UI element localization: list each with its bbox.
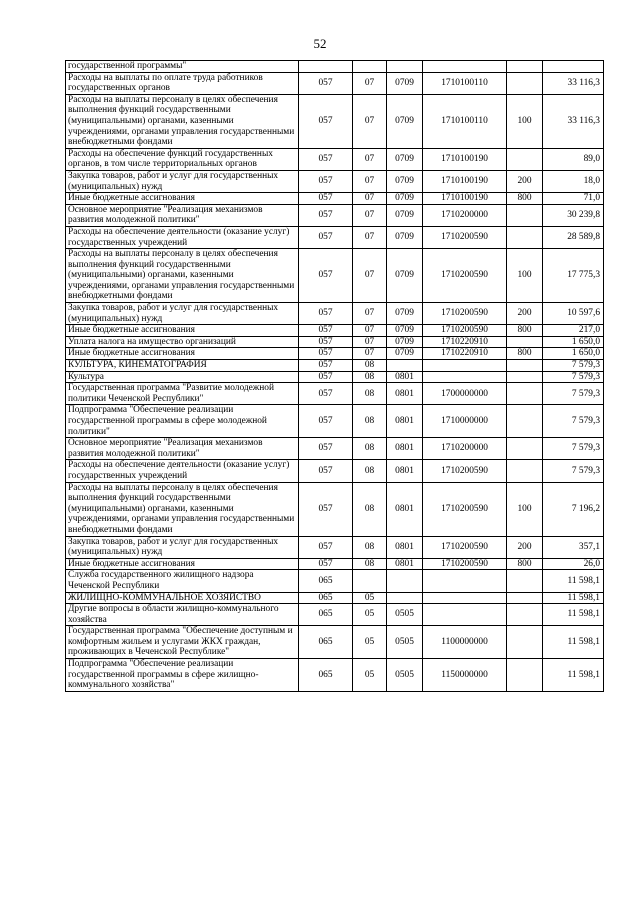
table-row bbox=[66, 348, 604, 360]
cell-expense-type-code: 800 bbox=[507, 325, 543, 337]
cell-target-article-code bbox=[423, 604, 507, 626]
cell-item-name: Другие вопросы в области жилищно-коммунального хозяйства bbox=[66, 604, 299, 626]
cell-target-article-code: 1710200000 bbox=[423, 204, 507, 226]
cell-item-name: Расходы на обеспечение функций государственных органов, в том числе территориальных органов bbox=[66, 148, 299, 170]
cell-target-article-code: 1710200000 bbox=[423, 438, 507, 460]
cell-subsection-code: 0709 bbox=[387, 148, 423, 170]
cell-subsection-code: 0801 bbox=[387, 536, 423, 558]
cell-section-code bbox=[353, 570, 387, 592]
cell-section-code: 08 bbox=[353, 536, 387, 558]
cell-section-code: 07 bbox=[353, 226, 387, 248]
cell-section-code: 08 bbox=[353, 383, 387, 405]
cell-department-code: 057 bbox=[299, 536, 353, 558]
cell-amount: 7 579,3 bbox=[543, 438, 604, 460]
cell-expense-type-code bbox=[507, 383, 543, 405]
cell-target-article-code: 1710100190 bbox=[423, 148, 507, 170]
cell-subsection-code: 0709 bbox=[387, 94, 423, 148]
cell-item-name: Государственная программа "Обеспечение доступным и комфортным жильем и услугами ЖКХ граждан, проживающих в Чеченской Республике" bbox=[66, 626, 299, 659]
cell-department-code: 065 bbox=[299, 659, 353, 692]
cell-item-name: Расходы на выплаты персоналу в целях обеспечения выполнения функций государственными (муниципальными) органами, казенными учреждениями, органами управления государственными внебюджетными фондами bbox=[66, 482, 299, 536]
table-row bbox=[66, 371, 604, 383]
cell-target-article-code: 1710100110 bbox=[423, 72, 507, 94]
cell-target-article-code: 1710200590 bbox=[423, 482, 507, 536]
cell-department-code: 057 bbox=[299, 371, 353, 383]
cell-department-code: 057 bbox=[299, 482, 353, 536]
cell-item-name: Основное мероприятие "Реализация механизмов развития молодежной политики" bbox=[66, 204, 299, 226]
cell-subsection-code: 0801 bbox=[387, 383, 423, 405]
table-row bbox=[66, 249, 604, 303]
cell-target-article-code bbox=[423, 371, 507, 383]
cell-subsection-code: 0801 bbox=[387, 482, 423, 536]
cell-item-name: Иные бюджетные ассигнования bbox=[66, 348, 299, 360]
cell-section-code: 07 bbox=[353, 193, 387, 205]
cell-target-article-code: 1710200590 bbox=[423, 460, 507, 482]
cell-expense-type-code bbox=[507, 570, 543, 592]
cell-amount bbox=[543, 61, 604, 73]
cell-department-code: 057 bbox=[299, 303, 353, 325]
cell-expense-type-code bbox=[507, 148, 543, 170]
cell-subsection-code: 0709 bbox=[387, 348, 423, 360]
cell-expense-type-code bbox=[507, 626, 543, 659]
cell-section-code: 05 bbox=[353, 626, 387, 659]
cell-section-code bbox=[353, 61, 387, 73]
cell-item-name: Подпрограмма "Обеспечение реализации государственной программы в сфере молодежной политики" bbox=[66, 405, 299, 438]
cell-department-code: 065 bbox=[299, 570, 353, 592]
cell-item-name: государственной программы" bbox=[66, 61, 299, 73]
cell-item-name: ЖИЛИЩНО-КОММУНАЛЬНОЕ ХОЗЯЙСТВО bbox=[66, 592, 299, 604]
cell-expense-type-code bbox=[507, 336, 543, 348]
table-row bbox=[66, 438, 604, 460]
cell-section-code: 07 bbox=[353, 170, 387, 192]
table-row bbox=[66, 558, 604, 570]
cell-item-name: Государственная программа "Развитие молодежной политики Чеченской Республики" bbox=[66, 383, 299, 405]
cell-amount: 26,0 bbox=[543, 558, 604, 570]
cell-department-code: 057 bbox=[299, 204, 353, 226]
cell-section-code: 05 bbox=[353, 659, 387, 692]
table-row bbox=[66, 626, 604, 659]
cell-section-code: 07 bbox=[353, 72, 387, 94]
cell-target-article-code: 1710200590 bbox=[423, 226, 507, 248]
cell-subsection-code: 0709 bbox=[387, 336, 423, 348]
cell-department-code: 065 bbox=[299, 626, 353, 659]
cell-amount: 11 598,1 bbox=[543, 592, 604, 604]
cell-department-code: 057 bbox=[299, 360, 353, 372]
cell-expense-type-code bbox=[507, 592, 543, 604]
cell-target-article-code bbox=[423, 360, 507, 372]
budget-table-body bbox=[66, 61, 604, 692]
cell-amount: 71,0 bbox=[543, 193, 604, 205]
cell-item-name: Иные бюджетные ассигнования bbox=[66, 325, 299, 337]
cell-amount: 30 239,8 bbox=[543, 204, 604, 226]
cell-section-code: 08 bbox=[353, 482, 387, 536]
cell-department-code: 065 bbox=[299, 592, 353, 604]
cell-amount: 89,0 bbox=[543, 148, 604, 170]
table-row bbox=[66, 405, 604, 438]
cell-expense-type-code bbox=[507, 604, 543, 626]
table-row bbox=[66, 604, 604, 626]
cell-expense-type-code: 800 bbox=[507, 348, 543, 360]
cell-item-name: Расходы на обеспечение деятельности (оказание услуг) государственных учреждений bbox=[66, 460, 299, 482]
cell-section-code: 05 bbox=[353, 592, 387, 604]
cell-section-code: 05 bbox=[353, 604, 387, 626]
cell-item-name: Культура bbox=[66, 371, 299, 383]
cell-amount: 10 597,6 bbox=[543, 303, 604, 325]
cell-department-code: 057 bbox=[299, 94, 353, 148]
cell-subsection-code: 0709 bbox=[387, 193, 423, 205]
cell-amount: 7 579,3 bbox=[543, 360, 604, 372]
cell-target-article-code: 1710100190 bbox=[423, 170, 507, 192]
cell-expense-type-code bbox=[507, 438, 543, 460]
cell-section-code: 08 bbox=[353, 371, 387, 383]
cell-expense-type-code: 100 bbox=[507, 249, 543, 303]
table-row bbox=[66, 460, 604, 482]
cell-department-code: 057 bbox=[299, 348, 353, 360]
cell-amount: 11 598,1 bbox=[543, 604, 604, 626]
cell-subsection-code bbox=[387, 61, 423, 73]
cell-amount: 7 579,3 bbox=[543, 371, 604, 383]
table-row bbox=[66, 193, 604, 205]
cell-amount: 357,1 bbox=[543, 536, 604, 558]
cell-expense-type-code: 800 bbox=[507, 558, 543, 570]
cell-item-name: КУЛЬТУРА, КИНЕМАТОГРАФИЯ bbox=[66, 360, 299, 372]
cell-section-code: 08 bbox=[353, 360, 387, 372]
cell-department-code: 057 bbox=[299, 170, 353, 192]
cell-section-code: 07 bbox=[353, 148, 387, 170]
cell-department-code: 057 bbox=[299, 325, 353, 337]
table-row bbox=[66, 659, 604, 692]
table-row bbox=[66, 592, 604, 604]
cell-target-article-code: 1710100110 bbox=[423, 94, 507, 148]
table-row bbox=[66, 360, 604, 372]
cell-section-code: 07 bbox=[353, 303, 387, 325]
cell-amount: 28 589,8 bbox=[543, 226, 604, 248]
table-row bbox=[66, 61, 604, 73]
cell-target-article-code: 1710200590 bbox=[423, 536, 507, 558]
cell-subsection-code: 0709 bbox=[387, 303, 423, 325]
cell-amount: 7 579,3 bbox=[543, 460, 604, 482]
table-row bbox=[66, 325, 604, 337]
cell-section-code: 07 bbox=[353, 204, 387, 226]
cell-amount: 217,0 bbox=[543, 325, 604, 337]
cell-department-code: 057 bbox=[299, 193, 353, 205]
cell-amount: 17 775,3 bbox=[543, 249, 604, 303]
cell-target-article-code: 1710200590 bbox=[423, 558, 507, 570]
cell-expense-type-code bbox=[507, 61, 543, 73]
cell-item-name: Расходы на выплаты персоналу в целях обеспечения выполнения функций государственными (муниципальными) органами, казенными учреждениями, органами управления государственными внебюджетными фондами bbox=[66, 249, 299, 303]
cell-expense-type-code: 200 bbox=[507, 303, 543, 325]
cell-department-code: 057 bbox=[299, 438, 353, 460]
cell-expense-type-code bbox=[507, 204, 543, 226]
cell-expense-type-code: 200 bbox=[507, 170, 543, 192]
cell-department-code: 057 bbox=[299, 226, 353, 248]
cell-section-code: 07 bbox=[353, 325, 387, 337]
cell-subsection-code: 0709 bbox=[387, 249, 423, 303]
cell-amount: 11 598,1 bbox=[543, 626, 604, 659]
table-row bbox=[66, 383, 604, 405]
cell-subsection-code: 0801 bbox=[387, 371, 423, 383]
cell-section-code: 08 bbox=[353, 438, 387, 460]
cell-target-article-code: 1700000000 bbox=[423, 383, 507, 405]
cell-section-code: 08 bbox=[353, 558, 387, 570]
cell-subsection-code: 0709 bbox=[387, 72, 423, 94]
cell-subsection-code bbox=[387, 570, 423, 592]
cell-department-code: 057 bbox=[299, 249, 353, 303]
cell-target-article-code bbox=[423, 570, 507, 592]
cell-section-code: 07 bbox=[353, 249, 387, 303]
cell-target-article-code: 1100000000 bbox=[423, 626, 507, 659]
cell-expense-type-code: 100 bbox=[507, 482, 543, 536]
table-row bbox=[66, 148, 604, 170]
cell-subsection-code: 0505 bbox=[387, 604, 423, 626]
cell-expense-type-code bbox=[507, 371, 543, 383]
cell-section-code: 07 bbox=[353, 94, 387, 148]
cell-department-code: 057 bbox=[299, 383, 353, 405]
cell-subsection-code: 0801 bbox=[387, 438, 423, 460]
cell-subsection-code bbox=[387, 592, 423, 604]
cell-department-code: 057 bbox=[299, 558, 353, 570]
table-row bbox=[66, 72, 604, 94]
table-row bbox=[66, 303, 604, 325]
cell-section-code: 07 bbox=[353, 348, 387, 360]
table-row bbox=[66, 170, 604, 192]
cell-amount: 1 650,0 bbox=[543, 348, 604, 360]
cell-item-name: Подпрограмма "Обеспечение реализации государственной программы в сфере жилищно-коммунального хозяйства" bbox=[66, 659, 299, 692]
cell-subsection-code bbox=[387, 360, 423, 372]
cell-expense-type-code bbox=[507, 659, 543, 692]
cell-section-code: 08 bbox=[353, 460, 387, 482]
cell-item-name: Расходы на обеспечение деятельности (оказание услуг) государственных учреждений bbox=[66, 226, 299, 248]
cell-subsection-code: 0801 bbox=[387, 558, 423, 570]
cell-department-code: 057 bbox=[299, 336, 353, 348]
cell-item-name: Иные бюджетные ассигнования bbox=[66, 558, 299, 570]
cell-subsection-code: 0505 bbox=[387, 626, 423, 659]
cell-subsection-code: 0709 bbox=[387, 325, 423, 337]
cell-department-code bbox=[299, 61, 353, 73]
cell-target-article-code bbox=[423, 61, 507, 73]
table-row bbox=[66, 204, 604, 226]
cell-expense-type-code bbox=[507, 405, 543, 438]
cell-item-name: Основное мероприятие "Реализация механизмов развития молодежной политики" bbox=[66, 438, 299, 460]
cell-item-name: Расходы на выплаты персоналу в целях обеспечения выполнения функций государственными (муниципальными) органами, казенными учреждениями, органами управления государственными внебюджетными фондами bbox=[66, 94, 299, 148]
cell-amount: 33 116,3 bbox=[543, 72, 604, 94]
cell-expense-type-code bbox=[507, 460, 543, 482]
cell-amount: 7 579,3 bbox=[543, 405, 604, 438]
table-row bbox=[66, 536, 604, 558]
cell-item-name: Закупка товаров, работ и услуг для государственных (муниципальных) нужд bbox=[66, 536, 299, 558]
cell-expense-type-code: 200 bbox=[507, 536, 543, 558]
cell-target-article-code bbox=[423, 592, 507, 604]
cell-section-code: 07 bbox=[353, 336, 387, 348]
table-row bbox=[66, 570, 604, 592]
cell-expense-type-code bbox=[507, 360, 543, 372]
table-row bbox=[66, 226, 604, 248]
cell-department-code: 065 bbox=[299, 604, 353, 626]
cell-item-name: Закупка товаров, работ и услуг для государственных (муниципальных) нужд bbox=[66, 170, 299, 192]
table-row bbox=[66, 336, 604, 348]
cell-target-article-code: 1150000000 bbox=[423, 659, 507, 692]
cell-department-code: 057 bbox=[299, 148, 353, 170]
cell-item-name: Расходы на выплаты по оплате труда работников государственных органов bbox=[66, 72, 299, 94]
cell-subsection-code: 0709 bbox=[387, 170, 423, 192]
cell-amount: 1 650,0 bbox=[543, 336, 604, 348]
cell-target-article-code: 1710100190 bbox=[423, 193, 507, 205]
cell-amount: 11 598,1 bbox=[543, 570, 604, 592]
cell-amount: 7 196,2 bbox=[543, 482, 604, 536]
cell-amount: 7 579,3 bbox=[543, 383, 604, 405]
cell-subsection-code: 0505 bbox=[387, 659, 423, 692]
cell-expense-type-code: 800 bbox=[507, 193, 543, 205]
cell-expense-type-code bbox=[507, 226, 543, 248]
table-row bbox=[66, 482, 604, 536]
cell-expense-type-code: 100 bbox=[507, 94, 543, 148]
cell-item-name: Уплата налога на имущество организаций bbox=[66, 336, 299, 348]
budget-table bbox=[65, 60, 604, 692]
page-number: 52 bbox=[313, 36, 327, 51]
table-row bbox=[66, 94, 604, 148]
cell-target-article-code: 1710000000 bbox=[423, 405, 507, 438]
cell-department-code: 057 bbox=[299, 405, 353, 438]
cell-subsection-code: 0801 bbox=[387, 460, 423, 482]
cell-subsection-code: 0709 bbox=[387, 204, 423, 226]
cell-item-name: Иные бюджетные ассигнования bbox=[66, 193, 299, 205]
cell-target-article-code: 1710220910 bbox=[423, 336, 507, 348]
cell-target-article-code: 1710200590 bbox=[423, 303, 507, 325]
cell-amount: 11 598,1 bbox=[543, 659, 604, 692]
cell-target-article-code: 1710200590 bbox=[423, 325, 507, 337]
cell-expense-type-code bbox=[507, 72, 543, 94]
cell-item-name: Закупка товаров, работ и услуг для государственных (муниципальных) нужд bbox=[66, 303, 299, 325]
cell-department-code: 057 bbox=[299, 72, 353, 94]
cell-section-code: 08 bbox=[353, 405, 387, 438]
cell-item-name: Служба государственного жилищного надзора Чеченской Республики bbox=[66, 570, 299, 592]
cell-department-code: 057 bbox=[299, 460, 353, 482]
cell-subsection-code: 0801 bbox=[387, 405, 423, 438]
cell-subsection-code: 0709 bbox=[387, 226, 423, 248]
cell-amount: 18,0 bbox=[543, 170, 604, 192]
cell-target-article-code: 1710220910 bbox=[423, 348, 507, 360]
cell-amount: 33 116,3 bbox=[543, 94, 604, 148]
cell-target-article-code: 1710200590 bbox=[423, 249, 507, 303]
